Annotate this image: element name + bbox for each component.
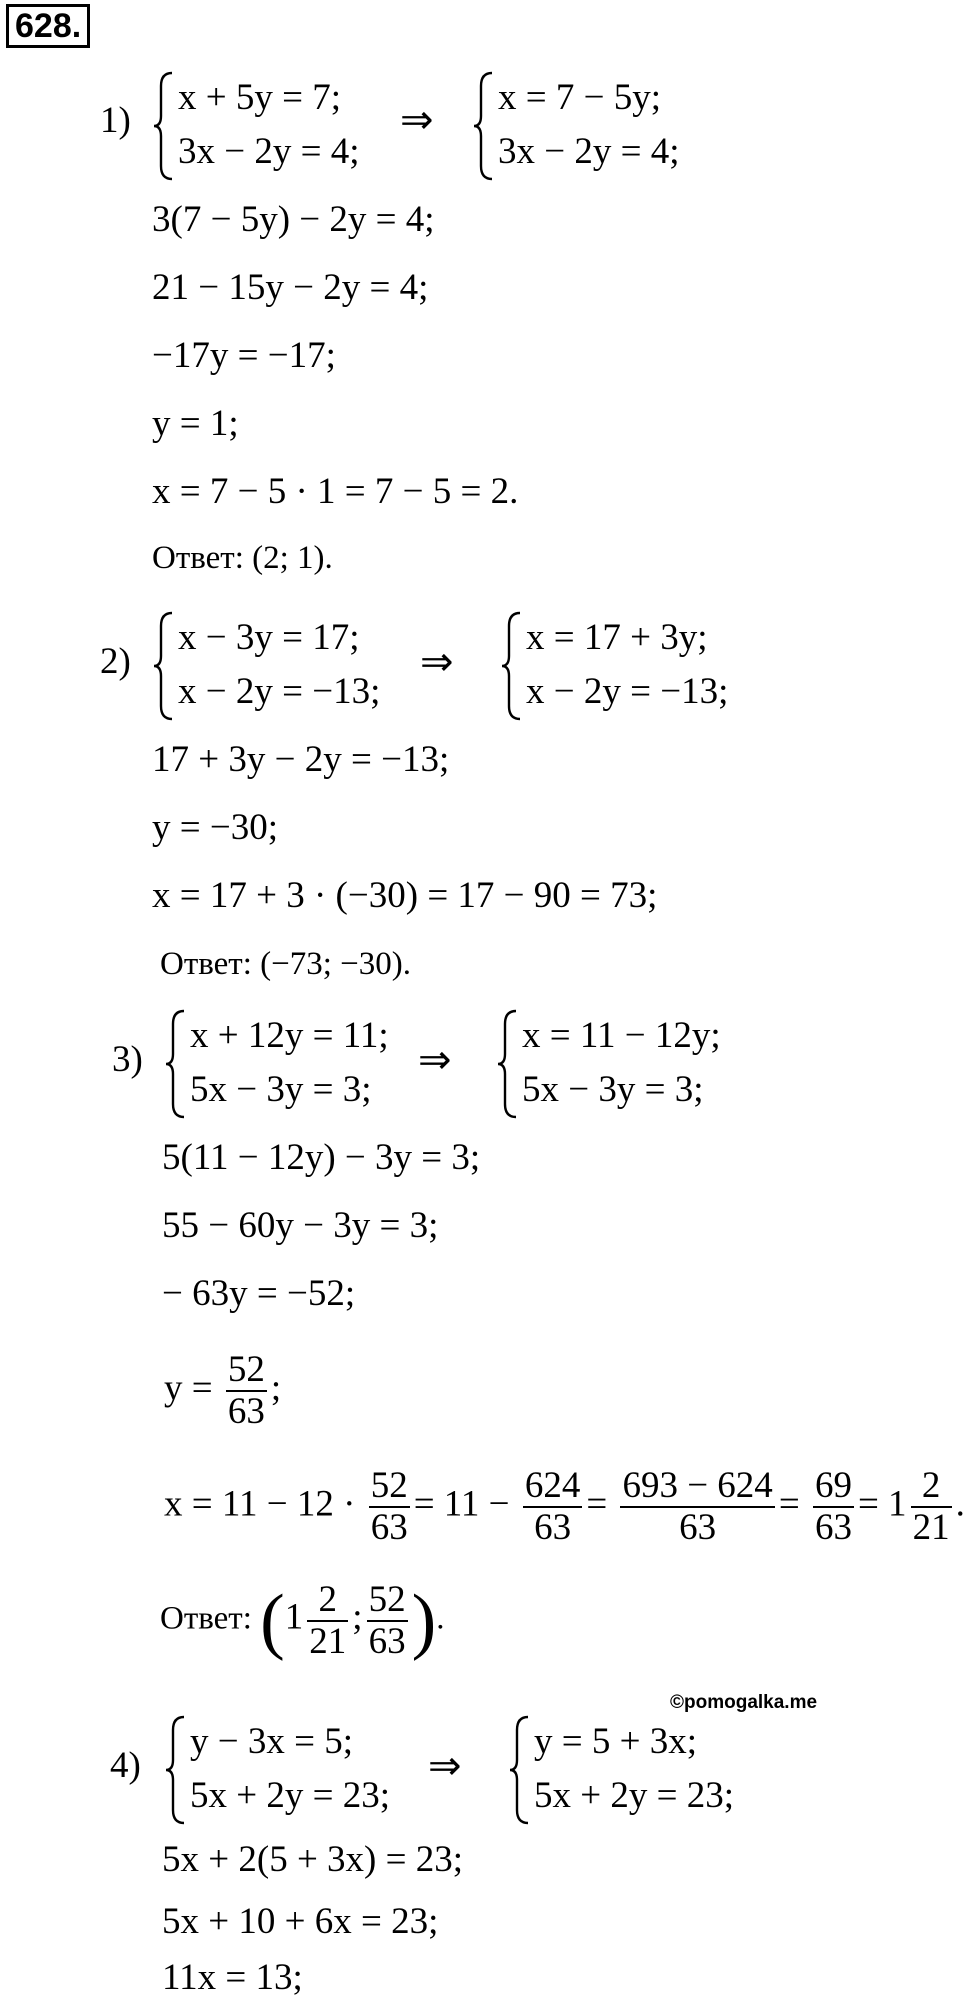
equation: y = 5 + 3x; (534, 1721, 698, 1762)
numerator: 52 (370, 1465, 408, 1506)
part-1-label: 1) (100, 100, 131, 141)
part-2-label: 2) (100, 641, 131, 682)
denominator: 63 (620, 1506, 774, 1548)
part-4-system-left (164, 1714, 414, 1824)
brace-icon (152, 610, 176, 722)
x-computation-line (164, 1466, 965, 1548)
part-2-system-left (152, 610, 412, 720)
problem-number: 628. (6, 4, 90, 48)
step: 5(11 − 12y) − 3y = 3; (162, 1137, 481, 1178)
text: . (955, 1483, 965, 1525)
part-2-system-right (500, 610, 760, 720)
equation: x − 3y = 17; (178, 617, 360, 658)
text: . (436, 1600, 445, 1637)
brace-icon (164, 1008, 188, 1120)
numerator: 693 − 624 (622, 1465, 773, 1506)
step: 5x + 10 + 6x = 23; (162, 1901, 439, 1942)
text: = (778, 1483, 800, 1525)
text: x = 11 − 12 · (164, 1483, 356, 1525)
equation: 5x + 2y = 23; (534, 1775, 735, 1816)
brace-icon (164, 1714, 188, 1826)
numerator: 2 (921, 1465, 941, 1506)
denominator: 63 (227, 1391, 265, 1432)
separator: ; (352, 1596, 363, 1638)
step: 3(7 − 5y) − 2y = 4; (152, 199, 435, 240)
equation: x = 11 − 12y; (522, 1015, 721, 1056)
text: = 1 (857, 1483, 907, 1525)
step: 17 + 3y − 2y = −13; (152, 739, 450, 780)
part-1-system-left (152, 70, 402, 180)
text: = (586, 1483, 608, 1525)
part-4-system-right (508, 1714, 768, 1824)
y-fraction-line (164, 1350, 281, 1432)
denominator: 63 (523, 1506, 583, 1548)
step: y = 1; (152, 403, 239, 444)
brace-icon (500, 610, 524, 722)
implies-arrow: ⇒ (400, 97, 434, 142)
numerator: 52 (227, 1349, 265, 1390)
step: 11x = 13; (162, 1957, 303, 1998)
denominator: 63 (368, 1621, 406, 1662)
brace-icon (152, 70, 176, 182)
numerator: 52 (368, 1579, 406, 1620)
denominator: 21 (912, 1507, 950, 1548)
step: 5x + 2(5 + 3x) = 23; (162, 1839, 464, 1880)
answer (160, 1580, 444, 1662)
equation: 5x − 3y = 3; (522, 1069, 704, 1110)
fraction (813, 1466, 854, 1548)
answer-label: Ответ: (160, 1600, 252, 1637)
part-3-system-right (496, 1008, 756, 1118)
denominator: 21 (309, 1621, 347, 1662)
step: − 63y = −52; (162, 1273, 356, 1314)
implies-arrow: ⇒ (428, 1743, 462, 1788)
equation: 3x − 2y = 4; (178, 131, 360, 172)
paren-close: ) (411, 1580, 437, 1662)
equation: x − 2y = −13; (178, 671, 381, 712)
equation: 5x + 2y = 23; (190, 1775, 391, 1816)
step: −17y = −17; (152, 335, 336, 376)
equation: 5x − 3y = 3; (190, 1069, 372, 1110)
brace-icon (508, 1714, 532, 1826)
denominator: 63 (370, 1507, 408, 1548)
step: 21 − 15y − 2y = 4; (152, 267, 429, 308)
denominator: 63 (814, 1507, 852, 1548)
numerator: 2 (318, 1579, 338, 1620)
answer: Ответ: (2; 1). (152, 540, 333, 576)
equation: y − 3x = 5; (190, 1721, 354, 1762)
text: = 11 − (413, 1483, 510, 1525)
numerator: 69 (814, 1465, 852, 1506)
paren-open: ( (260, 1580, 285, 1662)
step: y = −30; (152, 807, 279, 848)
fraction (307, 1580, 348, 1662)
fraction (369, 1466, 410, 1548)
equation: x + 12y = 11; (190, 1015, 389, 1056)
equation: 3x − 2y = 4; (498, 131, 680, 172)
brace-icon (496, 1008, 520, 1120)
step: x = 17 + 3 · (−30) = 17 − 90 = 73; (152, 875, 658, 916)
equation: x + 5y = 7; (178, 77, 342, 118)
equation: x = 17 + 3y; (526, 617, 708, 658)
fraction (620, 1466, 774, 1548)
part-3-label: 3) (112, 1039, 143, 1080)
step: x = 7 − 5 · 1 = 7 − 5 = 2. (152, 471, 519, 512)
text: ; (270, 1367, 282, 1409)
part-4-label: 4) (110, 1745, 141, 1786)
implies-arrow: ⇒ (420, 639, 454, 684)
whole-part: 1 (284, 1596, 304, 1638)
fraction (523, 1466, 583, 1548)
equation: x − 2y = −13; (526, 671, 729, 712)
implies-arrow: ⇒ (418, 1037, 452, 1082)
part-3-system-left (164, 1008, 414, 1118)
watermark: ©pomogalka.me (670, 1692, 818, 1713)
fraction (367, 1580, 408, 1662)
equation: x = 7 − 5y; (498, 77, 662, 118)
part-1-system-right (472, 70, 722, 180)
step: 55 − 60y − 3y = 3; (162, 1205, 439, 1246)
answer: Ответ: (−73; −30). (160, 946, 411, 982)
fraction (226, 1350, 267, 1432)
brace-icon (472, 70, 496, 182)
fraction (911, 1466, 952, 1548)
text: y = (164, 1367, 213, 1409)
numerator: 624 (524, 1465, 581, 1506)
